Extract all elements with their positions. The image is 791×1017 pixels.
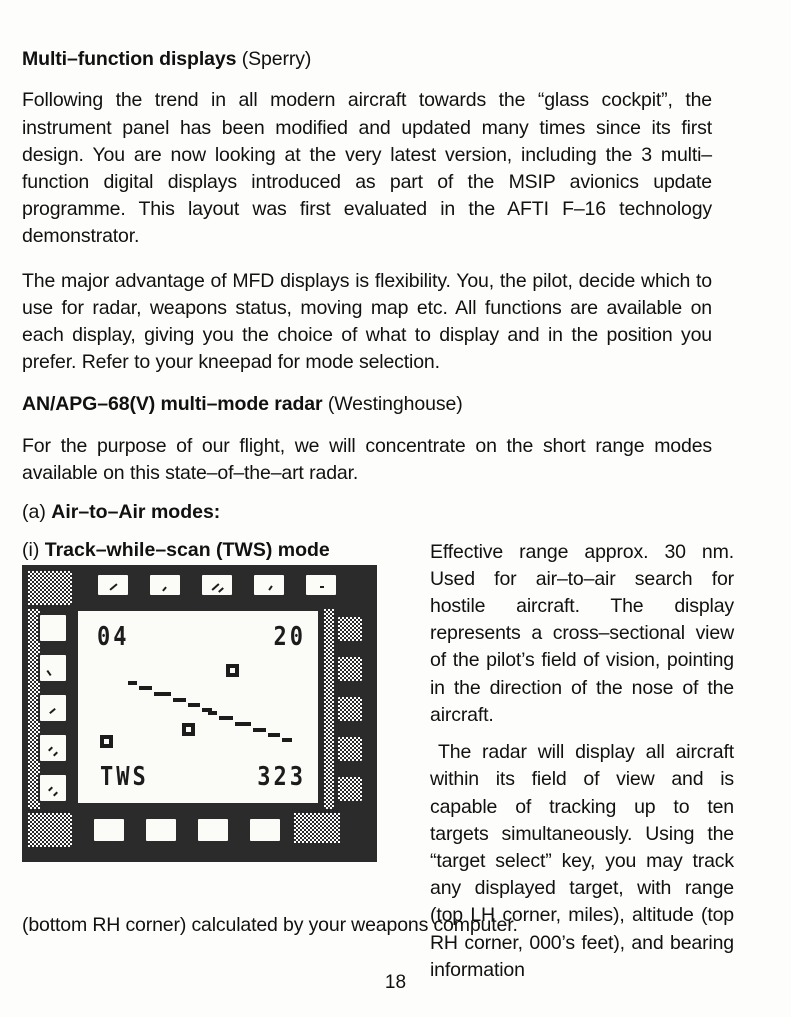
- subsection-label: Air–to–Air modes:: [51, 501, 221, 524]
- mfd-right-button-3[interactable]: [336, 695, 364, 723]
- radar-track-trail: [128, 681, 129, 682]
- bezel-patch-bottom-right: [294, 813, 340, 843]
- heading-normal-part: (Sperry): [236, 48, 312, 70]
- mfd-left-button-4[interactable]: [38, 733, 68, 763]
- mfd-right-button-1[interactable]: [336, 615, 364, 643]
- mfd-right-button-2[interactable]: [336, 655, 364, 683]
- subsection-air-to-air-modes: [22, 501, 712, 524]
- readout-mode: TWS: [100, 762, 149, 793]
- button-marking-icon: [53, 792, 58, 797]
- mfd-bottom-button-4[interactable]: [248, 817, 282, 843]
- mfd-left-button-1[interactable]: [38, 613, 68, 643]
- button-marking-icon: [268, 585, 273, 590]
- mfd-right-button-4[interactable]: [336, 735, 364, 763]
- mfd-left-button-2[interactable]: [38, 653, 68, 683]
- mfd-top-button-3[interactable]: [200, 573, 234, 597]
- mfd-radar-figure: [22, 565, 377, 862]
- mfd-bottom-button-1[interactable]: [92, 817, 126, 843]
- page-number: 18: [384, 972, 407, 993]
- bezel-patch-top-left: [28, 571, 72, 605]
- mfd-top-button-1[interactable]: [96, 573, 130, 597]
- mfd-top-button-5[interactable]: [304, 573, 338, 597]
- radar-target-symbol[interactable]: [182, 723, 195, 736]
- heading-multifunction-displays: [22, 48, 712, 70]
- button-marking-icon: [48, 787, 53, 792]
- paragraph-radar-tracking: The radar will display all aircraft within its field of view and is capable of tracking up to ten targets simultaneously. Using the “target select” key, you may track any displayed target, with range (top LH corner, miles), altitude (top RH corner, 000’s feet), and bearing information: [430, 741, 734, 981]
- mfd-top-button-2[interactable]: [148, 573, 182, 597]
- paragraph-mfd-flexibility: The major advantage of MFD displays is flexibility. You, the pilot, decide which to use for radar, weapons status, moving map etc. All functions are available on each display, giving you the choice of what to display and in the position you prefer. Refer to your kneepad for mode selection.: [22, 269, 712, 374]
- button-marking-icon: [218, 587, 224, 593]
- button-marking-icon: [48, 747, 53, 752]
- mfd-right-button-5[interactable]: [336, 775, 364, 803]
- readout-range: 04: [97, 622, 130, 653]
- radar-target-symbol[interactable]: [226, 664, 239, 677]
- mfd-top-button-4[interactable]: [252, 573, 286, 597]
- button-marking-icon: [162, 586, 167, 591]
- mfd-left-button-5[interactable]: [38, 773, 68, 803]
- mfd-bezel: [22, 565, 377, 862]
- paragraph-glass-cockpit: Following the trend in all modern aircraft towards the “glass cockpit”, the instrument panel has been modified and updated many times since its first design. You are now looking at the very latest version, including the 3 multi–function digital displays introduced as part of the MSIP avionics update programme. This layout was first evaluated in the AFTI F–16 technology demonstrator.: [22, 89, 712, 248]
- mode-label: Track–while–scan (TWS) mode: [44, 538, 330, 561]
- button-marking-icon: [46, 670, 51, 676]
- radar-target-symbol[interactable]: [100, 735, 113, 748]
- readout-altitude: 20: [273, 622, 306, 653]
- mode-prefix: (i): [22, 538, 45, 561]
- button-marking-icon: [49, 708, 56, 714]
- bezel-patch-right-strip: [324, 609, 334, 809]
- heading-normal-part: (Westinghouse): [322, 393, 463, 416]
- mfd-bottom-button-2[interactable]: [144, 817, 178, 843]
- button-marking-icon: [53, 752, 58, 757]
- mfd-bottom-button-3[interactable]: [196, 817, 230, 843]
- mfd-screen: [76, 609, 320, 805]
- heading-bold-part: Multi–function displays: [22, 48, 237, 70]
- button-marking-icon: [109, 583, 117, 590]
- paragraph-effective-range: Effective range approx. 30 nm. Used for air–to–air search for hostile aircraft. The display represents a cross–sectional view of the pilot’s field of vision, pointing in the direction of the nose of the aircraft.: [430, 540, 734, 726]
- mfd-left-button-3[interactable]: [38, 693, 68, 723]
- closing-sentence: (bottom RH corner) calculated by your weapons computer.: [22, 914, 518, 936]
- bezel-patch-bottom-left: [28, 813, 72, 847]
- readout-bearing: 323: [257, 762, 306, 793]
- button-marking-icon: [320, 586, 324, 588]
- radar-track-trail: [208, 711, 209, 712]
- subsection-prefix: (a): [22, 501, 52, 524]
- paragraph-short-range-modes: For the purpose of our flight, we will concentrate on the short range modes available on this state–of–the–art radar.: [22, 434, 712, 485]
- heading-anapg68-radar: [22, 393, 712, 415]
- heading-bold-part: AN/APG–68(V) multi–mode radar: [22, 393, 323, 416]
